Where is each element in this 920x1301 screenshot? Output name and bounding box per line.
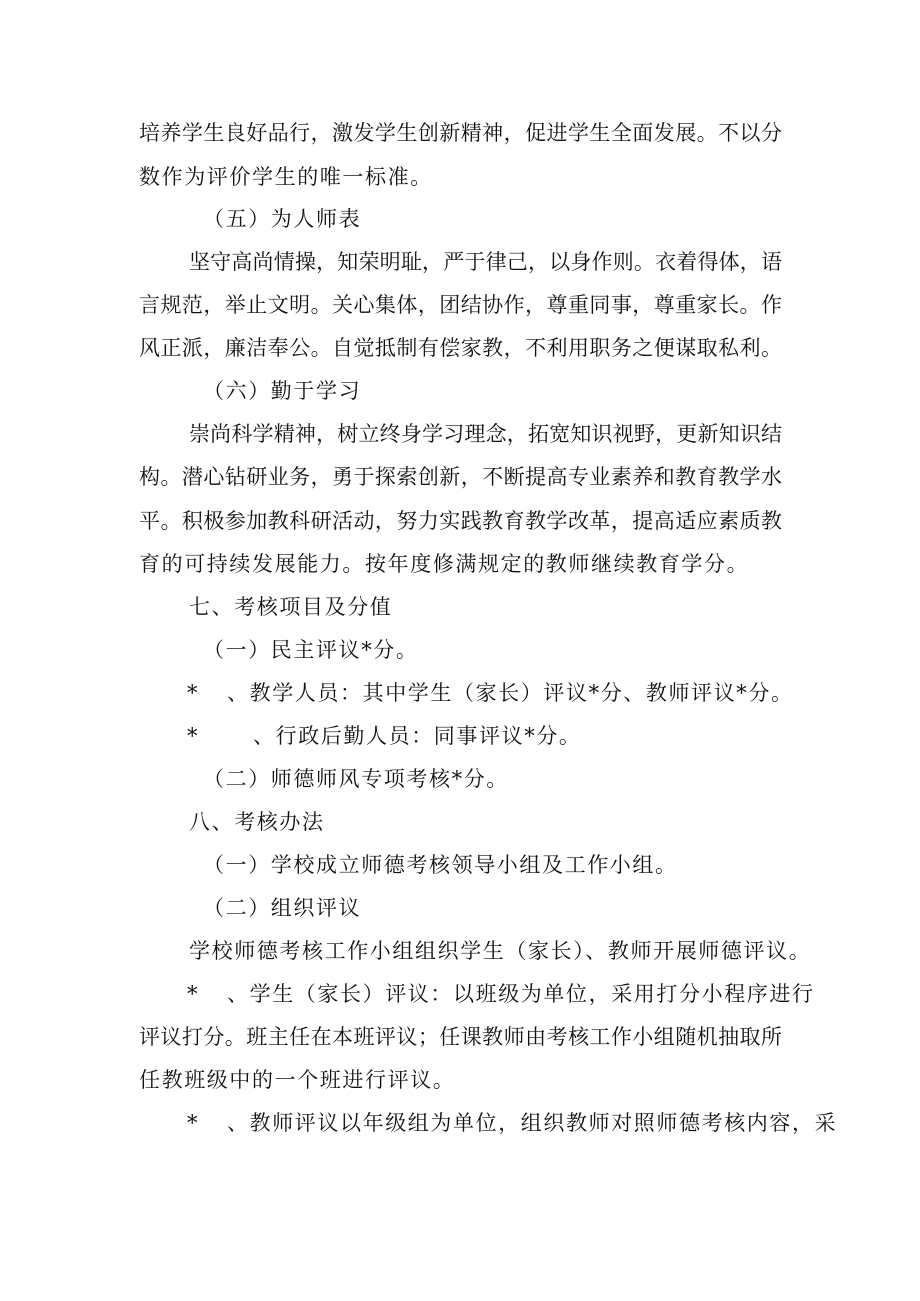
list-item-text: 、学生（家长）评议：以班级为单位，采用打分小程序进行 xyxy=(227,982,815,1006)
paragraph-line: 任教班级中的一个班进行评议。 xyxy=(139,1068,456,1092)
paragraph-line: 育的可持续发展能力。按年度修满规定的教师继续教育学分。 xyxy=(139,552,750,576)
section-heading: （五）为人师表 xyxy=(203,207,362,231)
paragraph-line: 学校师德考核工作小组组织学生（家长）、教师开展师德评议。 xyxy=(189,939,812,963)
section-heading: （一）民主评议*分。 xyxy=(203,638,419,662)
list-item-text: 、行政后勤人员：同事评议*分。 xyxy=(253,724,582,748)
list-bullet: * xyxy=(187,1111,200,1135)
paragraph-line: 坚守高尚情操，知荣明耻，严于律己，以身作则。衣着得体，语 xyxy=(189,250,782,274)
paragraph-line: 崇尚科学精神，树立终身学习理念，拓宽知识视野，更新知识结 xyxy=(189,422,782,446)
list-bullet: * xyxy=(187,681,200,705)
section-heading: （二）师德师风专项考核*分。 xyxy=(203,767,509,791)
list-item xyxy=(187,721,582,751)
list-item xyxy=(187,979,815,1009)
paragraph-line: 数作为评价学生的唯一标准。 xyxy=(139,165,433,189)
paragraph-line: 培养学生良好品行，激发学生创新精神，促进学生全面发展。不以分 xyxy=(139,121,782,145)
paragraph-line: 风正派，廉洁奉公。自觉抵制有偿家教，不利用职务之便谋取私利。 xyxy=(139,336,782,360)
section-heading: （六）勤于学习 xyxy=(203,379,362,403)
chapter-heading: 七、考核项目及分值 xyxy=(189,595,393,619)
list-bullet: * xyxy=(187,982,200,1006)
section-heading: （一）学校成立师德考核领导小组及工作小组。 xyxy=(203,853,678,877)
list-item-text: 、教师评议以年级组为单位，组织教师对照师德考核内容，采 xyxy=(227,1111,838,1135)
paragraph-line: 构。潜心钻研业务，勇于探索创新，不断提高专业素养和教育教学水 xyxy=(139,465,782,489)
section-heading: （二）组织评议 xyxy=(203,896,362,920)
paragraph-line: 平。积极参加教科研活动，努力实践教育教学改革，提高适应素质教 xyxy=(139,509,782,533)
list-item xyxy=(187,1108,837,1138)
list-item-text: 、教学人员：其中学生（家长）评议*分、教师评议*分。 xyxy=(227,681,794,705)
list-bullet: * xyxy=(187,724,200,748)
paragraph-line: 言规范，举止文明。关心集体，团结协作，尊重同事，尊重家长。作 xyxy=(139,293,782,317)
chapter-heading: 八、考核办法 xyxy=(189,810,325,834)
paragraph-line: 评议打分。班主任在本班评议；任课教师由考核工作小组随机抽取所 xyxy=(139,1025,782,1049)
list-item xyxy=(187,678,794,708)
